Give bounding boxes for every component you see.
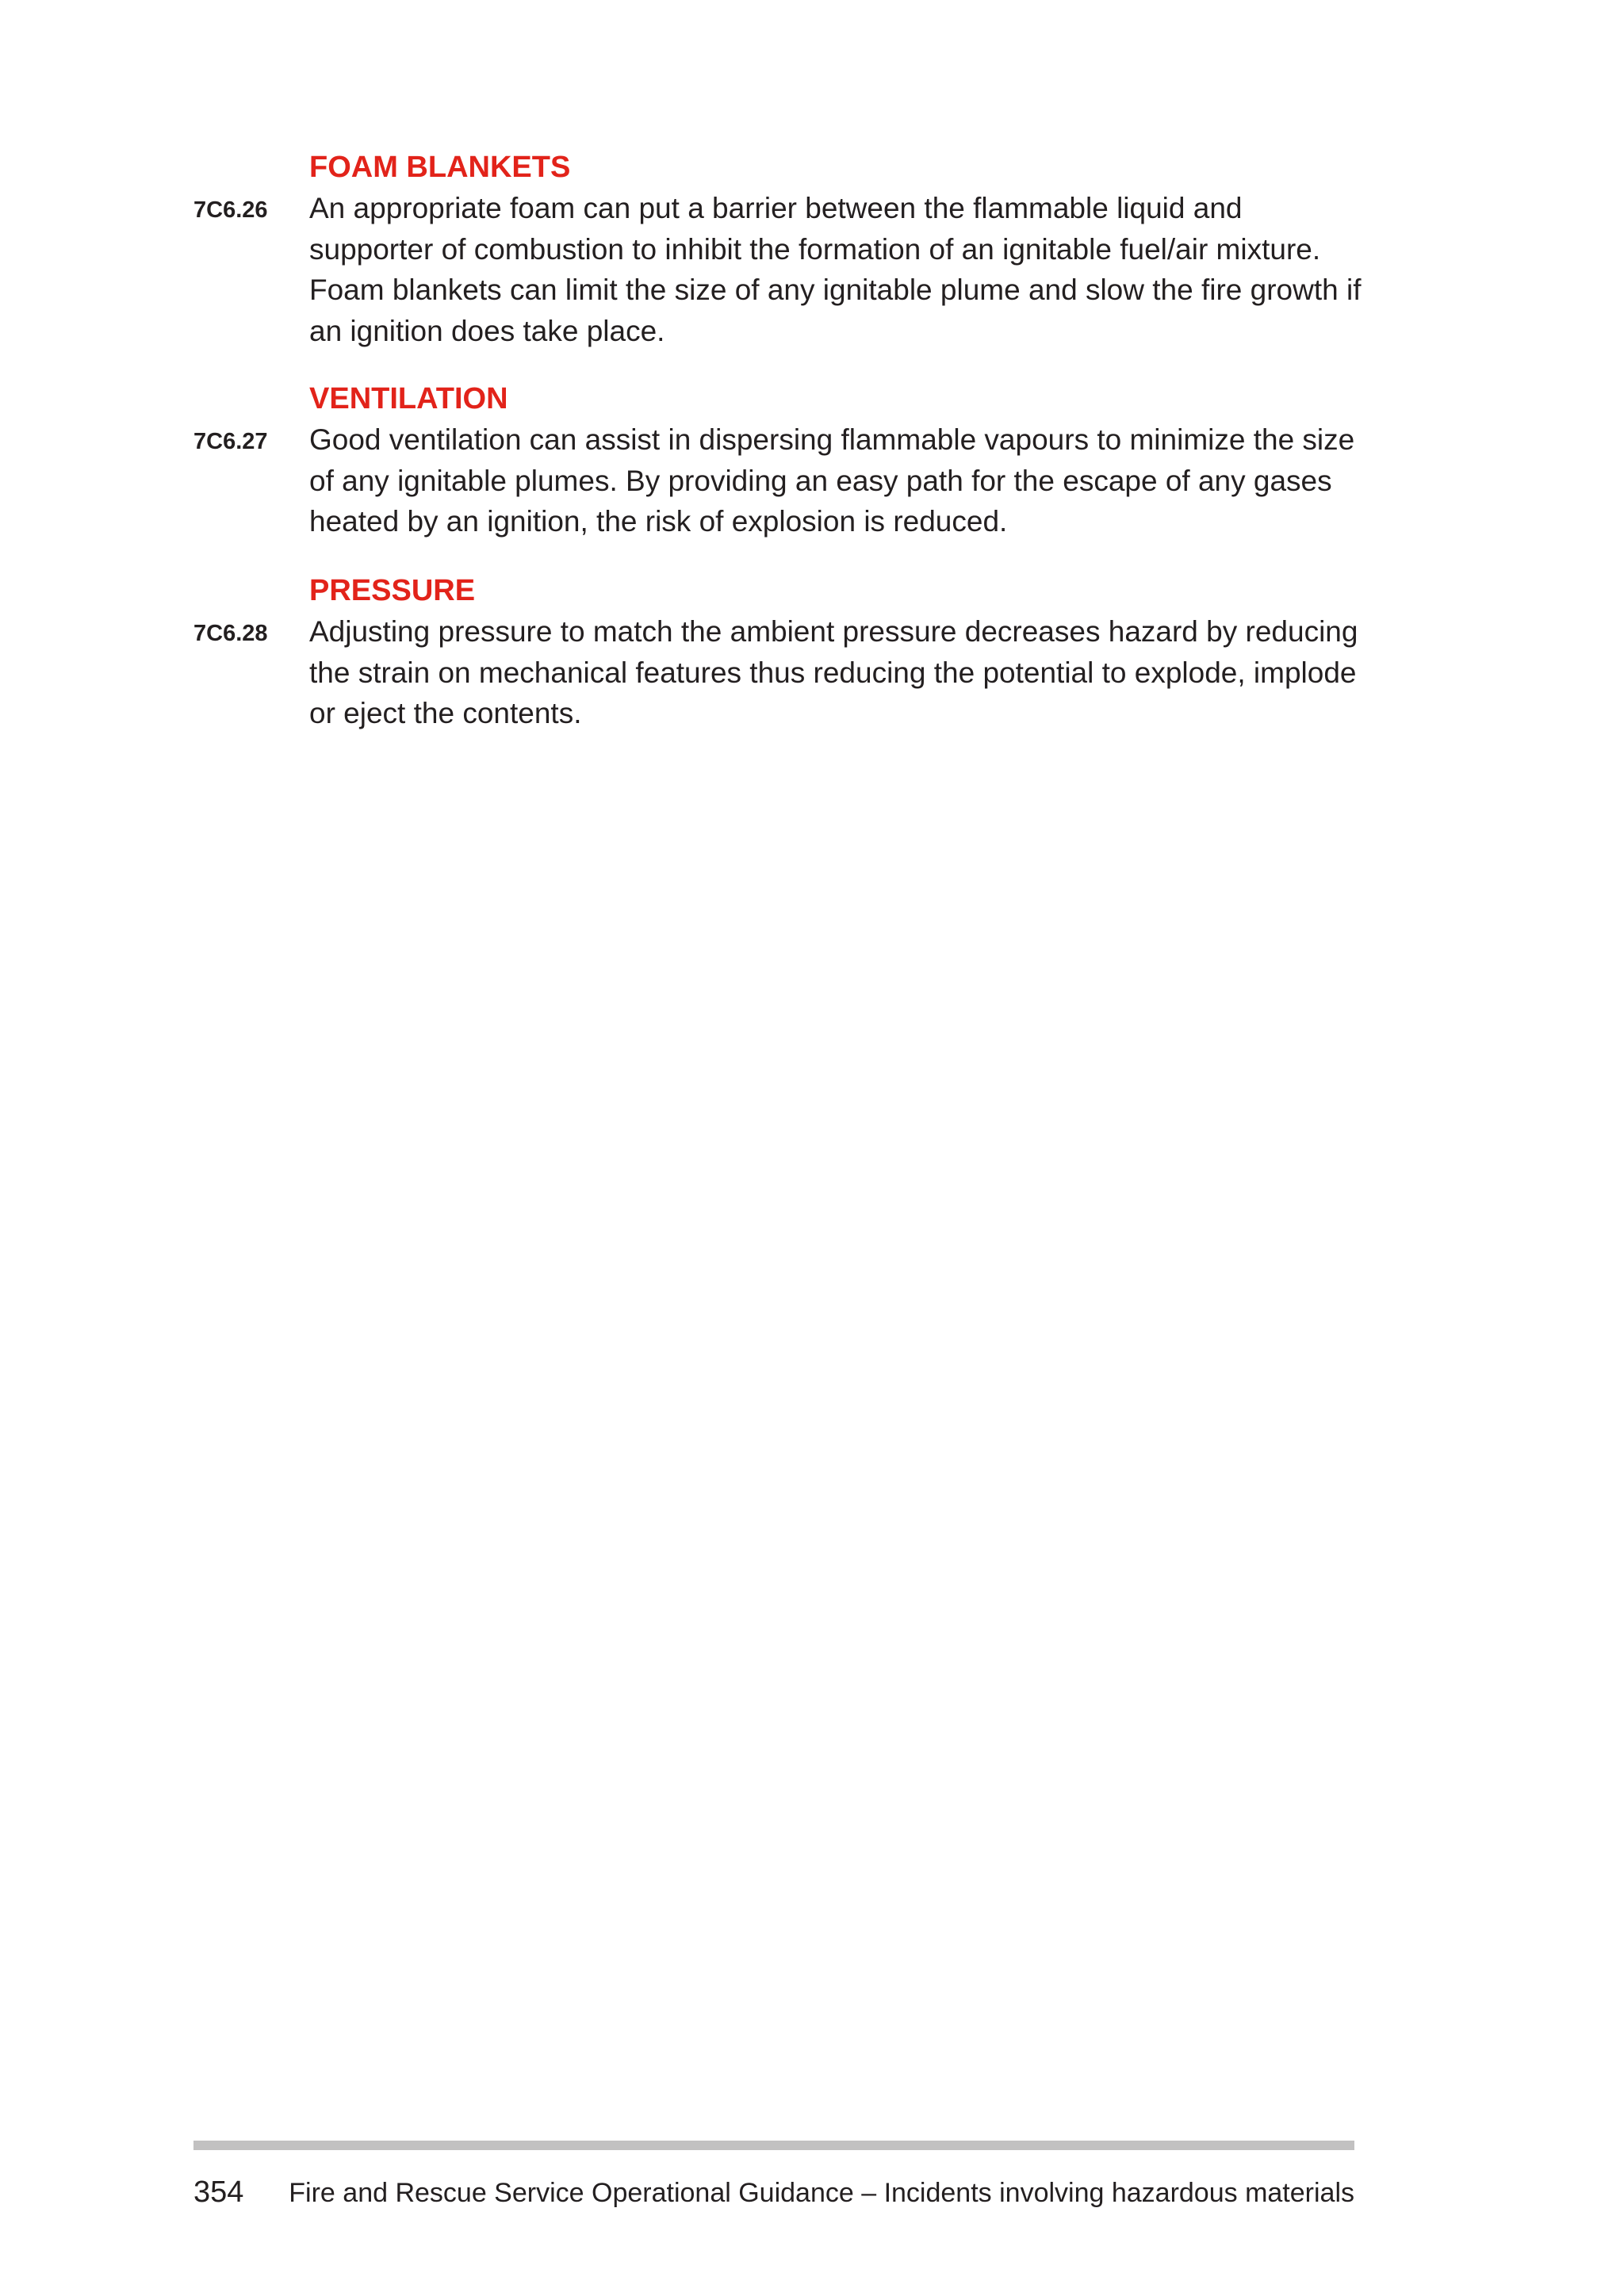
section-heading-foam-blankets: FOAM BLANKETS bbox=[309, 151, 571, 184]
paragraph-text-pressure: Adjusting pressure to match the ambient pressure decreases hazard by reducing the strain on mechanical features thus reducing the potential to explode, implode or eject the contents. bbox=[309, 615, 1358, 729]
paragraph-number-7c6-26: 7C6.26 bbox=[193, 197, 268, 223]
section-heading-pressure: PRESSURE bbox=[309, 574, 476, 607]
footer-divider bbox=[193, 2141, 1354, 2150]
paragraph-text-foam-blankets: An appropriate foam can put a barrier between the flammable liquid and supporter of combustion to inhibit the formation of an ignitable fuel/air mixture. Foam blankets can limit the size of any ignitable plume and slow the fire growth if an ignition does take place. bbox=[309, 192, 1362, 347]
section-heading-ventilation: VENTILATION bbox=[309, 382, 508, 415]
paragraph-number-7c6-28: 7C6.28 bbox=[193, 621, 268, 646]
footer-document-title: Fire and Rescue Service Operational Guidance – Incidents involving hazardous materials bbox=[289, 2178, 1354, 2208]
footer-page-number: 354 bbox=[193, 2175, 244, 2209]
paragraph-text-ventilation: Good ventilation can assist in dispersing flammable vapours to minimize the size of any ignitable plumes. By providing an easy path for the escape of any gases heated by an ignition, the risk of explosion is reduced. bbox=[309, 423, 1355, 538]
paragraph-number-7c6-27: 7C6.27 bbox=[193, 429, 268, 454]
